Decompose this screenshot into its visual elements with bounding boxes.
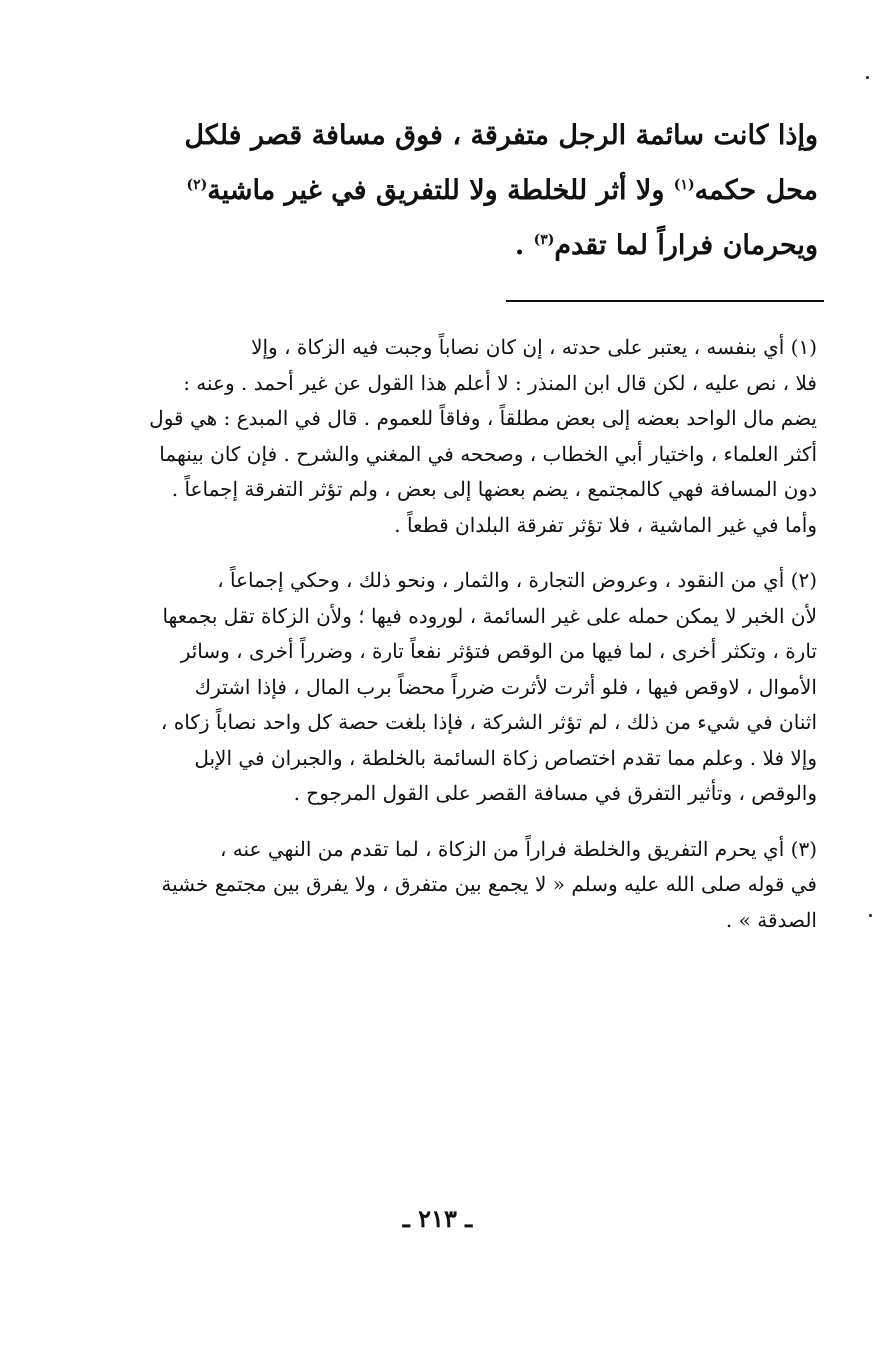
main-text-fragment: ولا أثر للخلطة ولا للتفريق في غير ماشية (207, 175, 665, 206)
footnote-ref-2: (٢) (186, 177, 208, 193)
footnote-line: دون المسافة فهي كالمجتمع ، يضم بعضها إلى بعض ، ولم تؤثر التفرقة إجماعاً . (171, 477, 817, 501)
footnote-line: الصدقة » . (725, 907, 817, 932)
footnote-line: والوقص ، وتأثير التفرق في مسافة القصر على القول المرجوح . (293, 781, 817, 805)
footnote-line: لأن الخبر لا يمكن حمله على غير السائمة ، لوروده فيها ؛ ولأن الزكاة تقل بجمعها (162, 603, 817, 628)
main-text-fragment: ويحرمان فراراً لما تقدم (554, 230, 818, 261)
footnote-2 (95, 563, 817, 812)
main-text (78, 108, 818, 273)
footnotes (95, 330, 817, 958)
footnote-line: وأما في غير الماشية ، فلا تؤثر تفرقة البلدان قطعاً . (394, 512, 817, 537)
footnote-line: اثنان في شيء من ذلك ، لم تؤثر الشركة ، فإذا بلغت حصة كل واحد نصاباً زكاه ، (160, 710, 817, 734)
footnote-line: تارة ، وتكثر أخرى ، لما فيها من الوقص فتؤثر نفعاً تارة ، وضرراً أخرى ، وسائر (180, 639, 817, 663)
main-text-end-mark: . (514, 230, 525, 261)
footnote-line: (٣) أي يحرم التفريق والخلطة فراراً من الزكاة ، لما تقدم من النهي عنه ، (219, 836, 817, 861)
footnote-ref-3: (٣) (533, 232, 555, 248)
main-text-line: وإذا كانت سائمة الرجل متفرقة ، فوق مسافة قصر فلكل (184, 120, 818, 151)
scan-speck (869, 914, 872, 917)
footnote-3 (95, 832, 817, 939)
main-text-line (78, 218, 818, 273)
page-number: ـ ٢١٣ ـ (402, 1204, 473, 1233)
footnote-line: (٢) أي من النقود ، وعروض التجارة ، والثمار ، ونحو ذلك ، وحكي إجماعاً ، (217, 568, 817, 592)
scan-speck (866, 76, 869, 79)
footnote-line: أكثر العلماء ، واختيار أبي الخطاب ، وصححه في المغني والشرح . فإن كان بينهما (159, 441, 817, 466)
main-text-line (78, 163, 818, 218)
main-text-fragment: محل حكمه (694, 175, 818, 206)
footnote-line: وإلا فلا . وعلم مما تقدم اختصاص زكاة السائمة بالخلطة ، والجبران في الإبل (194, 745, 817, 770)
footnote-1 (95, 330, 817, 543)
footnote-line: يضم مال الواحد بعضه إلى بعض مطلقاً ، وفاقاً للعموم . قال في المبدع : هي قول (149, 406, 817, 430)
footnote-line: (١) أي بنفسه ، يعتبر على حدته ، إن كان نصاباً وجبت فيه الزكاة ، وإلا (251, 335, 817, 359)
footnote-line: فلا ، نص عليه ، لكن قال ابن المنذر : لا أعلم هذا القول عن غير أحمد . وعنه : (183, 370, 817, 395)
footnote-line: الأموال ، لاوقص فيها ، فلو أثرت لأثرت ضرراً محضاً برب المال ، فإذا اشترك (194, 674, 817, 699)
footnote-ref-1: (١) (673, 177, 695, 193)
footnote-line: في قوله صلى الله عليه وسلم « لا يجمع بين متفرق ، ولا يفرق بين مجتمع خشية (161, 872, 817, 896)
footnote-separator-rule (506, 300, 824, 302)
